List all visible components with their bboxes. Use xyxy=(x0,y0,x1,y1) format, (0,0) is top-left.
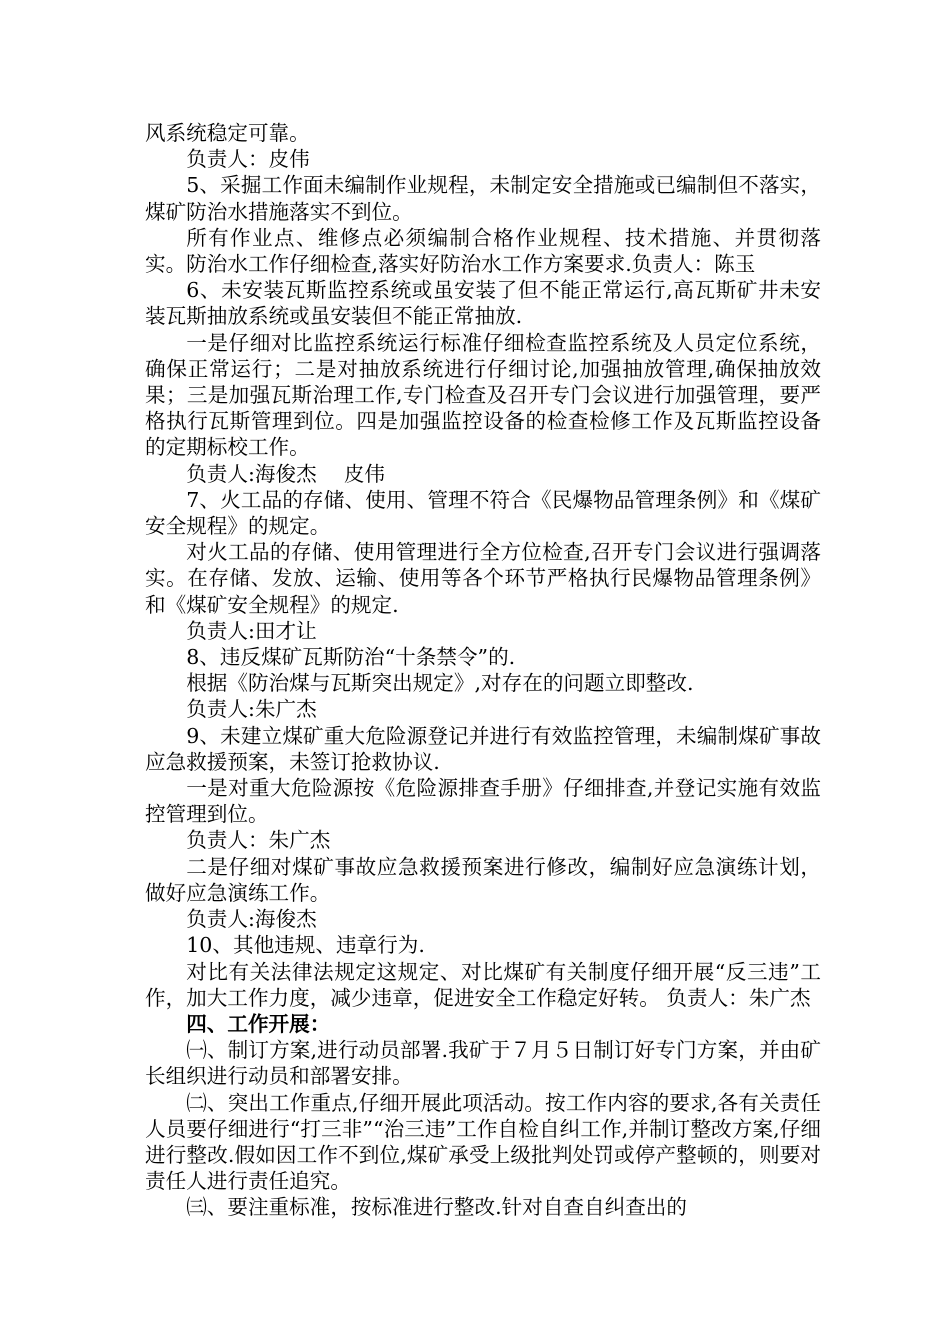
paragraph: 负责人：皮伟 xyxy=(186,147,310,172)
paragraph: 负责人:海俊杰 xyxy=(186,907,317,932)
paragraph: 对比有关法律法规定这规定、对比煤矿有关制度仔细开展“反三违”工作，加大工作力度，减少违章，促进安全工作稳定好转。 负责人：朱广杰 xyxy=(145,959,821,1010)
paragraph: 所有作业点、维修点必须编制合格作业规程、技术措施、并贯彻落实。防治水工作仔细检查,落实好防治水工作方案要求.负责人：陈玉 xyxy=(145,225,821,277)
paragraph: 5、采掘工作面未编制作业规程，未制定安全措施或已编制但不落实，煤矿防治水措施落实不到位。 xyxy=(145,173,821,224)
paragraph: 一是对重大危险源按《危险源排查手册》仔细排查,并登记实施有效监控管理到位。 xyxy=(145,776,821,827)
paragraph: 对火工品的存储、使用管理进行全方位检查,召开专门会议进行强调落实。在存储、发放、运输、使用等各个环节严格执行民爆物品管理条例》和《煤矿安全规程》的规定. xyxy=(145,540,821,617)
section-heading: 四、工作开展： xyxy=(186,1011,331,1036)
paragraph: 负责人:海俊杰 皮伟 xyxy=(186,461,386,486)
paragraph: 9、未建立煤矿重大危险源登记并进行有效监控管理，未编制煤矿事故应急救援预案，未签订抢救协议. xyxy=(145,723,821,774)
paragraph: 10、其他违规、违章行为. xyxy=(186,933,425,958)
document-page xyxy=(145,120,821,1221)
paragraph: 负责人:田才让 xyxy=(186,618,317,643)
paragraph: ㈡、突出工作重点,仔细开展此项活动。按工作内容的要求,各有关责任人员要仔细进行“打三非”“治三违”工作自检自纠工作,并制订整改方案,仔细进行整改.假如因工作不到位,煤矿承受上级批判处罚或停产整顿的，则要对责任人进行责任追究。 xyxy=(145,1090,821,1194)
paragraph: 8、违反煤矿瓦斯防治“十条禁令”的. xyxy=(186,645,516,670)
paragraph: ㈢、要注重标准，按标准进行整改.针对自查自纠查出的 xyxy=(186,1195,687,1220)
paragraph: ㈠、制订方案,进行动员部署.我矿于７月５日制订好专门方案，并由矿长组织进行动员和部署安排。 xyxy=(145,1038,821,1089)
paragraph: 负责人:朱广杰 xyxy=(186,697,317,722)
paragraph: 6、未安装瓦斯监控系统或虽安装了但不能正常运行,高瓦斯矿井未安装瓦斯抽放系统或虽安装但不能正常抽放. xyxy=(145,278,821,329)
paragraph: 二是仔细对煤矿事故应急救援预案进行修改，编制好应急演练计划，做好应急演练工作。 xyxy=(145,854,821,905)
paragraph: 风系统稳定可靠。 xyxy=(145,121,310,145)
paragraph: 负责人：朱广杰 xyxy=(186,828,331,853)
paragraph: 一是仔细对比监控系统运行标准仔细检查监控系统及人员定位系统，确保正常运行；二是对抽放系统进行仔细讨论,加强抽放管理,确保抽放效果；三是加强瓦斯治理工作,专门检查及召开专门会议进行加强管理，要严格执行瓦斯管理到位。四是加强监控设备的检查检修工作及瓦斯监控设备的定期标校工作。 xyxy=(145,330,821,460)
paragraph: 根据《防治煤与瓦斯突出规定》,对存在的问题立即整改. xyxy=(186,671,694,696)
paragraph: 7、火工品的存储、使用、管理不符合《民爆物品管理条例》和《煤矿安全规程》的规定。 xyxy=(145,487,821,539)
